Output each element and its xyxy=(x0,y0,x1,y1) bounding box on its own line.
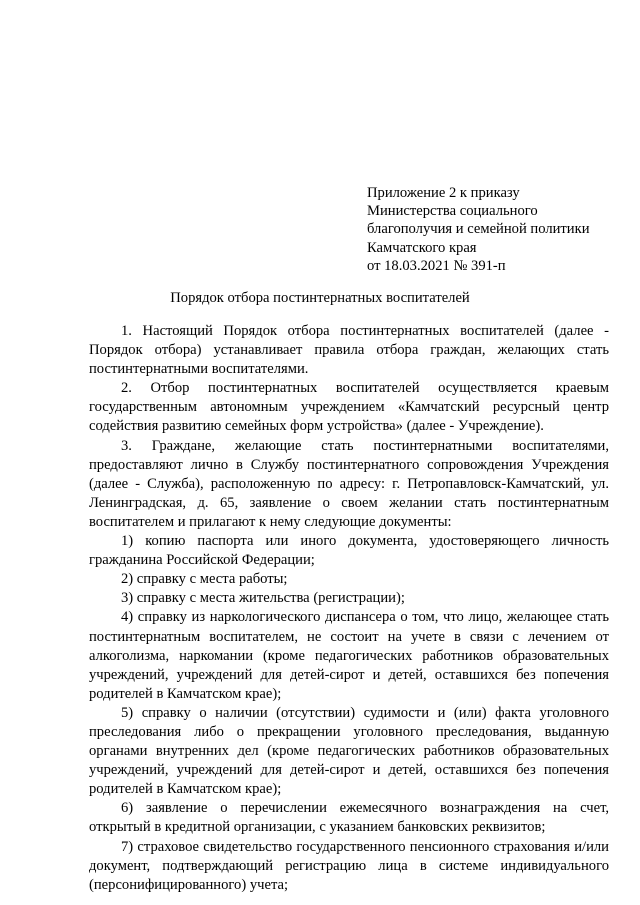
list-item-5: 5) справку о наличии (отсутствии) судимости и (или) факта уголовного преследования либо о прекращении уголовного преследования, выданную органами внутренних дел (кроме педагогических работников образовательных учреждений, учреждений для детей-сирот и детей, оставшихся без попечения родителей в Камчатском крае); xyxy=(89,704,609,798)
paragraph-1: 1. Настоящий Порядок отбора постинтернатных воспитателей (далее - Порядок отбора) устанавливает правила отбора граждан, желающих стать постинтернатными воспитателями. xyxy=(89,323,609,378)
annex-line-1: Приложение 2 к приказу xyxy=(367,185,520,201)
annex-line-4: Камчатского края xyxy=(367,239,477,256)
list-item-6: 6) заявление о перечислении ежемесячного вознаграждения на счет, открытый в кредитной организации, с указанием банковских реквизитов; xyxy=(89,800,609,836)
paragraph-2: 2. Отбор постинтернатных воспитателей осуществляется краевым государственным автономным учреждением «Камчатский ресурсный центр содействия развитию семейных форм устройства» (далее - Учреждение). xyxy=(89,380,609,435)
annex-header xyxy=(367,184,627,275)
annex-line-5: от 18.03.2021 № 391-п xyxy=(367,257,506,274)
list-item-1: 1) копию паспорта или иного документа, удостоверяющего личность гражданина Российской Федерации; xyxy=(89,533,609,569)
annex-line-2: Министерства социального xyxy=(367,203,538,220)
list-item-3: 3) справку с места жительства (регистрации); xyxy=(121,590,405,607)
document-title: Порядок отбора постинтернатных воспитателей xyxy=(170,290,470,306)
document-body xyxy=(89,322,609,895)
list-item-4: 4) справку из наркологического диспансера о том, что лицо, желающее стать постинтернатным воспитателем, не состоит на учете в связи с лечением от алкоголизма, наркомании (кроме педагогических работников образовательных учреждений, учреждений для детей-сирот и детей, оставшихся без попечения родителей в Камчатском крае); xyxy=(89,609,609,702)
list-item-2: 2) справку с места работы; xyxy=(121,571,288,588)
annex-line-3: благополучия и семейной политики xyxy=(367,221,590,238)
paragraph-3: 3. Граждане, желающие стать постинтернатными воспитателями, предоставляют лично в Службу постинтернатного сопровождения Учреждения (далее - Служба), расположенную по адресу: г. Петропавловск-Камчатский, ул. Ленинградская, д. 65, заявление о своем желании стать постинтернатным воспитателем и прилагают к нему следующие документы: xyxy=(89,437,609,530)
list-item-7: 7) страховое свидетельство государственного пенсионного страхования и/или документ, подтверждающий регистрацию лица в системе индивидуального (персонифицированного) учета; xyxy=(89,838,609,893)
